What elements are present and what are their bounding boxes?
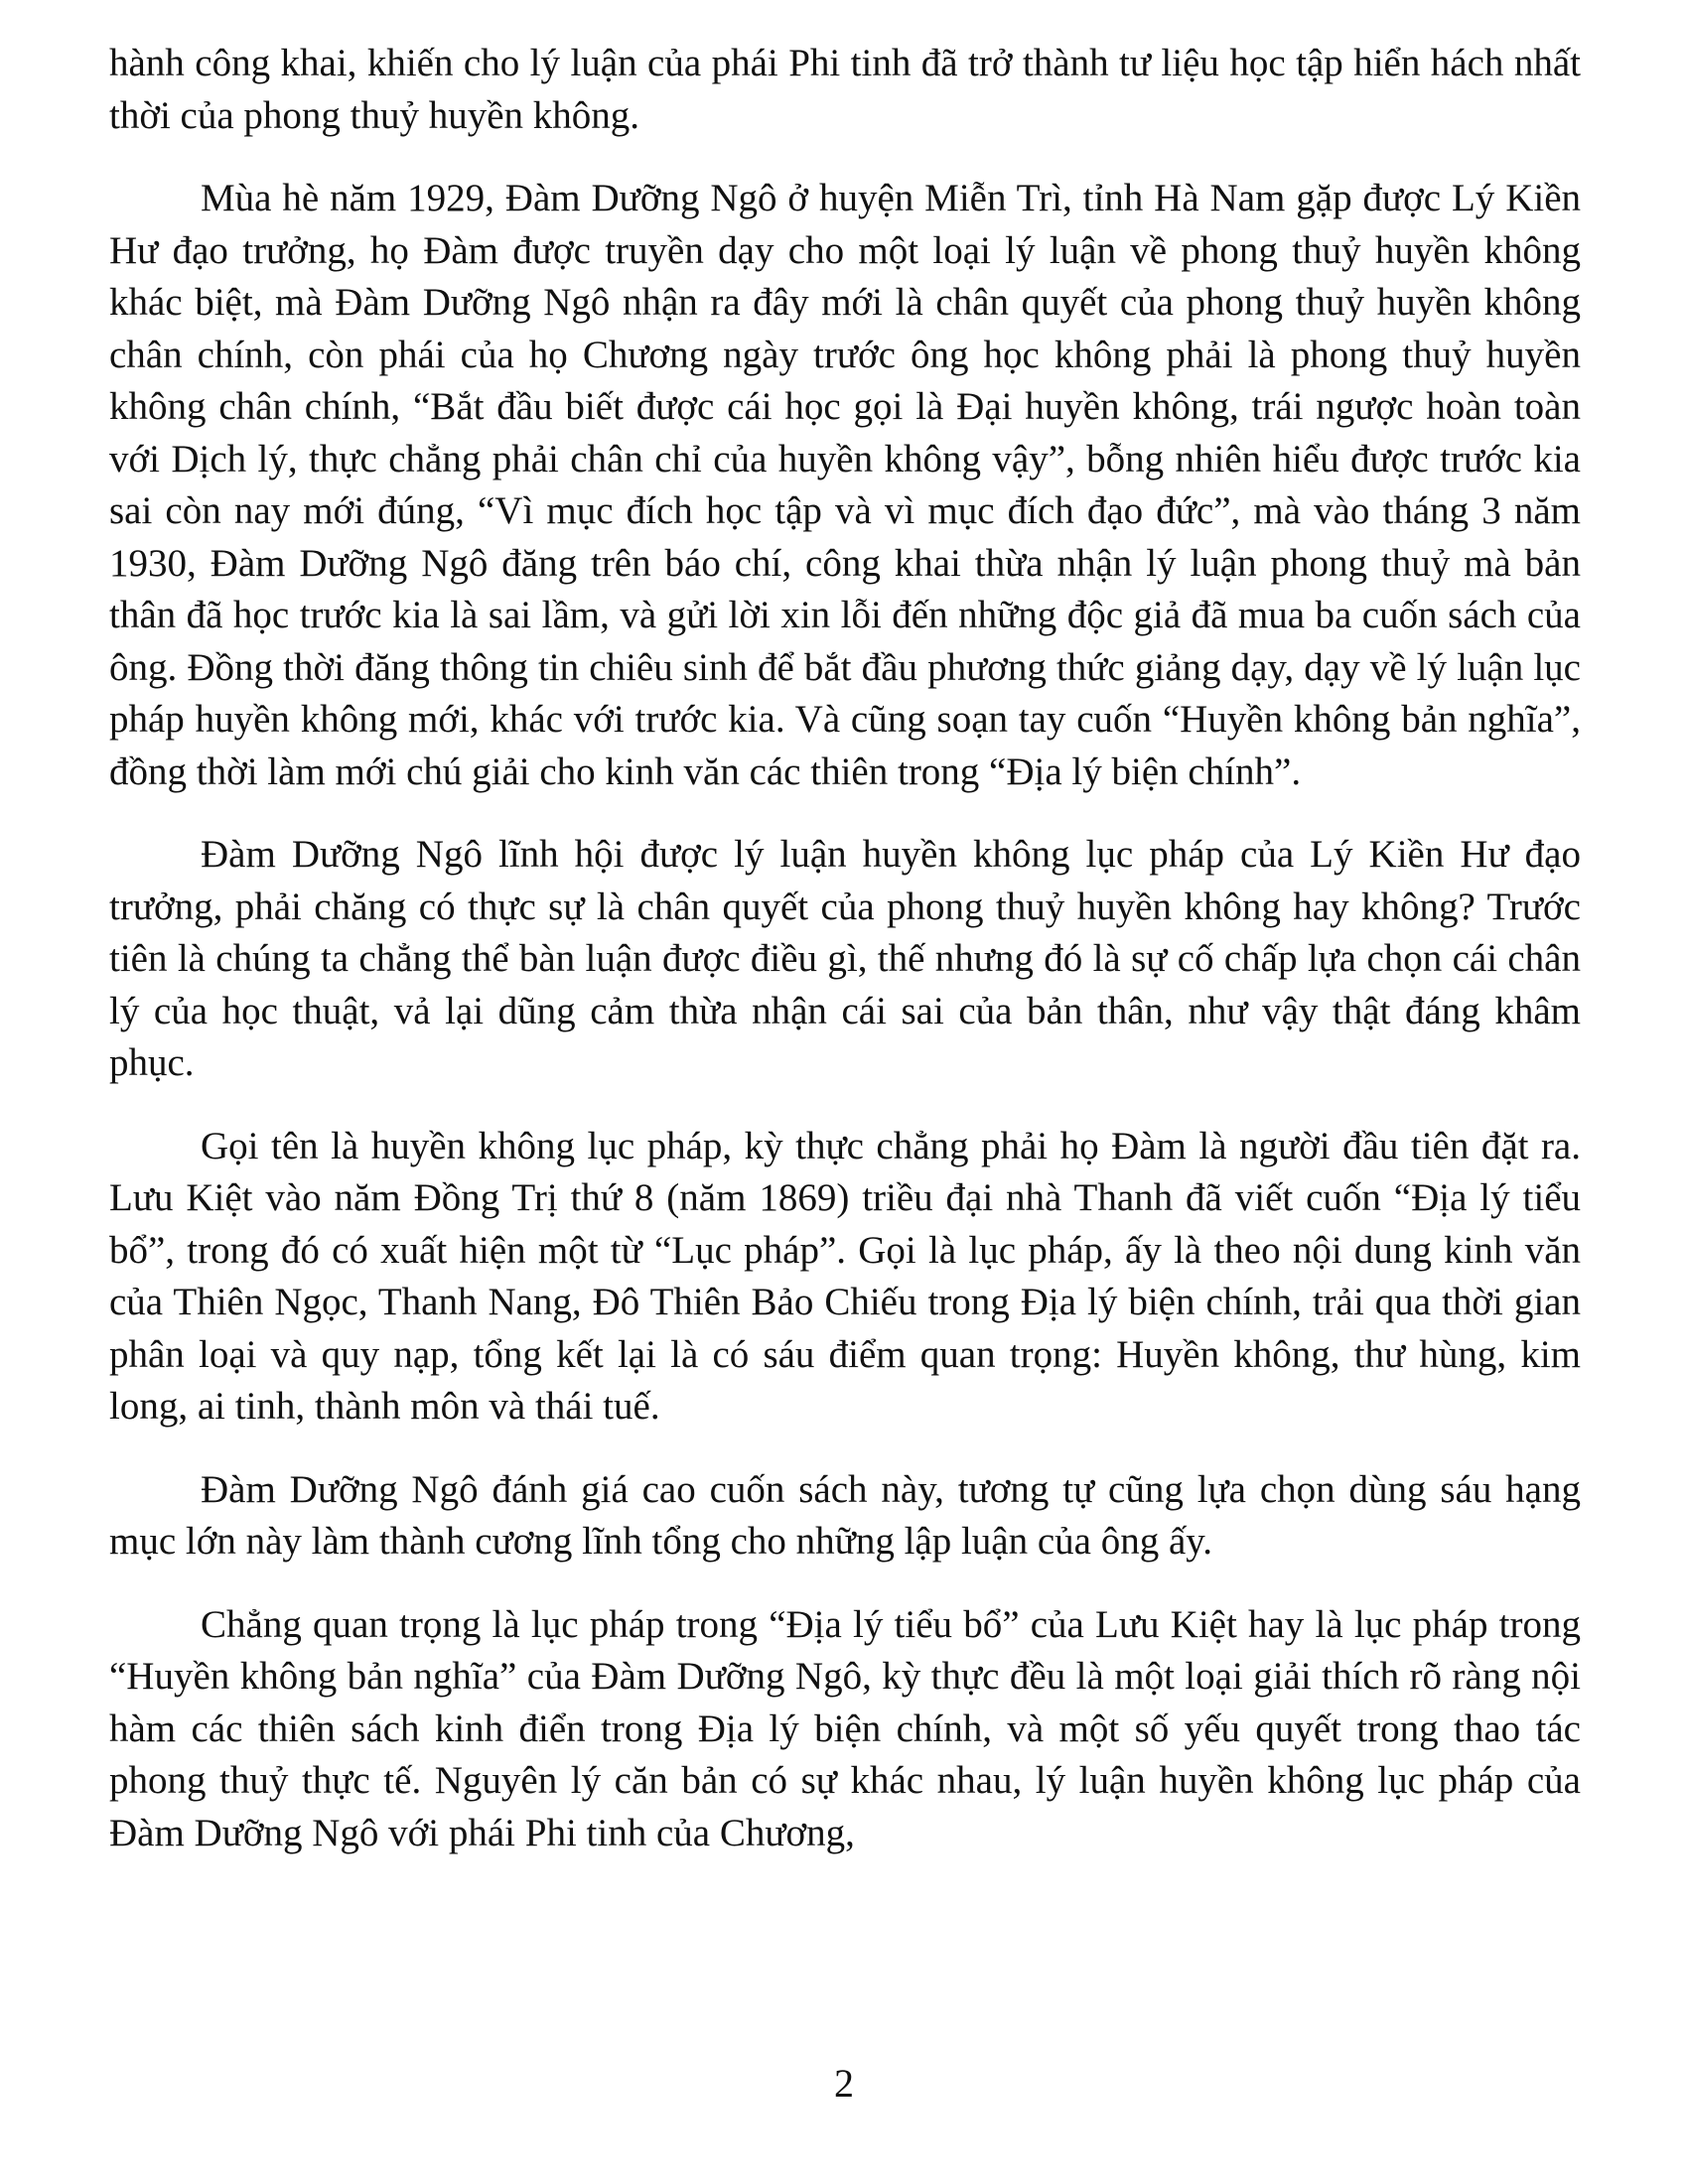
page-number: 2 [834, 2061, 854, 2106]
paragraph-5: Đàm Dưỡng Ngô đánh giá cao cuốn sách này, tương tự cũng lựa chọn dùng sáu hạng mục lớn này làm thành cương lĩnh tổng cho những lập luận của ông ấy. [109, 1467, 1581, 1563]
paragraph-3: Đàm Dưỡng Ngô lĩnh hội được lý luận huyền không lục pháp của Lý Kiền Hư đạo trưởng, phải chăng có thực sự là chân quyết của phong thuỷ huyền không hay không? Trước tiên là chúng ta chẳng thể bàn luận được điều gì, thế nhưng đó là sự cố chấp lựa chọn cái chân lý của học thuật, vả lại dũng cảm thừa nhận cái sai của bản thân, như vậy thật đáng khâm phục. [109, 833, 1581, 1084]
paragraph-1: hành công khai, khiến cho lý luận của phái Phi tinh đã trở thành tư liệu học tập hiển hách nhất thời của phong thuỷ huyền không. [109, 42, 1581, 137]
paragraph-4: Gọi tên là huyền không lục pháp, kỳ thực chẳng phải họ Đàm là người đầu tiên đặt ra. Lưu Kiệt vào năm Đồng Trị thứ 8 (năm 1869) triều đại nhà Thanh đã viết cuốn “Địa lý tiểu bổ”, trong đó có xuất hiện một từ “Lục pháp”. Gọi là lục pháp, ấy là theo nội dung kinh văn của Thiên Ngọc, Thanh Nang, Đô Thiên Bảo Chiếu trong Địa lý biện chính, trải qua thời gian phân loại và quy nạp, tổng kết lại là có sáu điểm quan trọng: Huyền không, thư hùng, kim long, ai tinh, thành môn và thái tuế. [109, 1124, 1581, 1428]
paragraph-2: Mùa hè năm 1929, Đàm Dưỡng Ngô ở huyện Miễn Trì, tỉnh Hà Nam gặp được Lý Kiền Hư đạo trưởng, họ Đàm được truyền dạy cho một loại lý luận về phong thuỷ huyền không khác biệt, mà Đàm Dưỡng Ngô nhận ra đây mới là chân quyết của phong thuỷ huyền không chân chính, còn phái của họ Chương ngày trước ông học không phải là phong thuỷ huyền không chân chính, “Bắt đầu biết được cái học gọi là Đại huyền không, trái ngược hoàn toàn với Dịch lý, thực chẳng phải chân chỉ của huyền không vậy”, bỗng nhiên hiểu được trước kia sai còn nay mới đúng, “Vì mục đích học tập và vì mục đích đạo đức”, mà vào tháng 3 năm 1930, Đàm Dưỡng Ngô đăng trên báo chí, công khai thừa nhận lý luận phong thuỷ mà bản thân đã học trước kia là sai lầm, và gửi lời xin lỗi đến những độc giả đã mua ba cuốn sách của ông. Đồng thời đăng thông tin chiêu sinh để bắt đầu phương thức giảng dạy, dạy về lý luận lục pháp huyền không mới, khác với trước kia. Và cũng soạn tay cuốn “Huyền không bản nghĩa”, đồng thời làm mới chú giải cho kinh văn các thiên trong “Địa lý biện chính”. [109, 177, 1581, 793]
paragraph-6: Chẳng quan trọng là lục pháp trong “Địa lý tiểu bổ” của Lưu Kiệt hay là lục pháp trong “Huyền không bản nghĩa” của Đàm Dưỡng Ngô, kỳ thực đều là một loại giải thích rõ ràng nội hàm các thiên sách kinh điển trong Địa lý biện chính, và một số yếu quyết trong thao tác phong thuỷ thực tế. Nguyên lý căn bản có sự khác nhau, lý luận huyền không lục pháp của Đàm Dưỡng Ngô với phái Phi tinh của Chương, [109, 1602, 1581, 1854]
body-text [109, 38, 1581, 1890]
